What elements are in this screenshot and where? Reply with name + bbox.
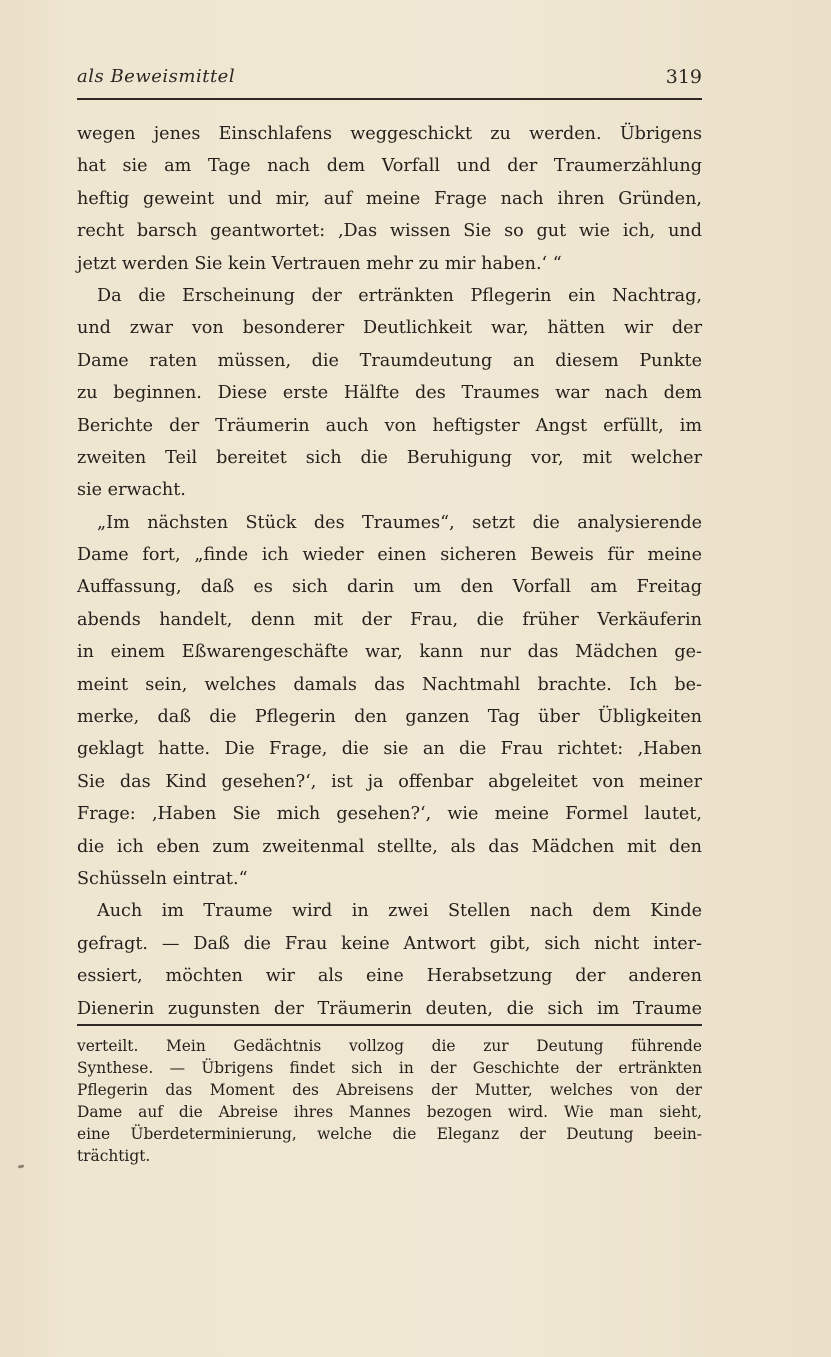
text-line: wegen jenes Einschlafens weggeschickt zu werden. Übrigens — [77, 124, 702, 144]
text-line: „Im nächsten Stück des Traumes“, setzt die analysierende — [97, 512, 702, 533]
text-line: zu beginnen. Diese erste Hälfte des Traumes war nach dem — [77, 383, 702, 404]
text-line: die ich eben zum zweitenmal stellte, als das Mädchen mit den — [77, 836, 702, 857]
text-line: Schüsseln eintrat.“ — [77, 868, 248, 889]
text-line: meint sein, welches damals das Nachtmahl brachte. Ich be- — [77, 674, 702, 695]
footnote-line: eine Überdeterminierung, welche die Eleganz der Deutung beein- — [77, 1125, 702, 1143]
running-title: als Beweismittel — [77, 66, 236, 87]
text-line: Auffassung, daß es sich darin um den Vorfall am Freitag — [77, 577, 702, 598]
text-line: jetzt werden Sie kein Vertrauen mehr zu mir haben.‘ “ — [77, 253, 562, 274]
footnote-line: trächtigt. — [77, 1147, 151, 1165]
text-line: merke, daß die Pflegerin den ganzen Tag über Übligkeiten — [77, 707, 702, 728]
header-rule — [77, 98, 702, 100]
ink-speck — [18, 1164, 24, 1168]
footnote-line: verteilt. Mein Gedächtnis vollzog die zur Deutung führende — [77, 1037, 702, 1055]
text-line: Dienerin zugunsten der Träumerin deuten, die sich im Traume — [77, 998, 702, 1019]
text-line: geklagt hatte. Die Frage, die sie an die Frau richtet: ‚Haben — [77, 739, 702, 760]
text-line: sie erwacht. — [77, 480, 186, 501]
text-line: Berichte der Träumerin auch von heftigster Angst erfüllt, im — [77, 415, 702, 436]
text-line: und zwar von besonderer Deutlichkeit war, hätten wir der — [77, 318, 702, 339]
text-line: Auch im Traume wird in zwei Stellen nach dem Kinde — [97, 901, 702, 922]
footnote — [77, 1035, 702, 1167]
text-line: recht barsch geantwortet: ‚Das wissen Sie so gut wie ich, und — [77, 221, 702, 242]
text-line: gefragt. — Daß die Frau keine Antwort gibt, sich nicht inter- — [77, 933, 702, 954]
text-line: Dame raten müssen, die Traumdeutung an diesem Punkte — [77, 350, 702, 371]
text-line: hat sie am Tage nach dem Vorfall und der Traumerzählung — [77, 156, 702, 177]
footnote-rule — [77, 1024, 702, 1026]
page-number: 319 — [665, 66, 702, 88]
text-line: Sie das Kind gesehen?‘, ist ja offenbar abgeleitet von meiner — [77, 771, 702, 792]
footnote-line: Synthese. — Übrigens findet sich in der Geschichte der ertränkten — [77, 1059, 702, 1077]
running-header — [77, 66, 702, 96]
footnote-line: Dame auf die Abreise ihres Mannes bezogen wird. Wie man sieht, — [77, 1103, 702, 1121]
footnote-line: Pflegerin das Moment des Abreisens der Mutter, welches von der — [77, 1081, 702, 1099]
text-line: zweiten Teil bereitet sich die Beruhigung vor, mit welcher — [77, 447, 702, 468]
text-line: heftig geweint und mir, auf meine Frage nach ihren Gründen, — [77, 188, 702, 209]
text-line: essiert, möchten wir als eine Herabsetzung der anderen — [77, 966, 702, 987]
text-line: Dame fort, „finde ich wieder einen sicheren Beweis für meine — [77, 545, 702, 566]
text-line: in einem Eßwarengeschäfte war, kann nur das Mädchen ge- — [77, 642, 702, 663]
text-line: Da die Erscheinung der ertränkten Pflegerin ein Nachtrag, — [97, 285, 702, 306]
text-line: abends handelt, denn mit der Frau, die früher Verkäuferin — [77, 609, 702, 630]
text-line: Frage: ‚Haben Sie mich gesehen?‘, wie meine Formel lautet, — [77, 804, 702, 825]
main-text — [77, 118, 702, 1025]
